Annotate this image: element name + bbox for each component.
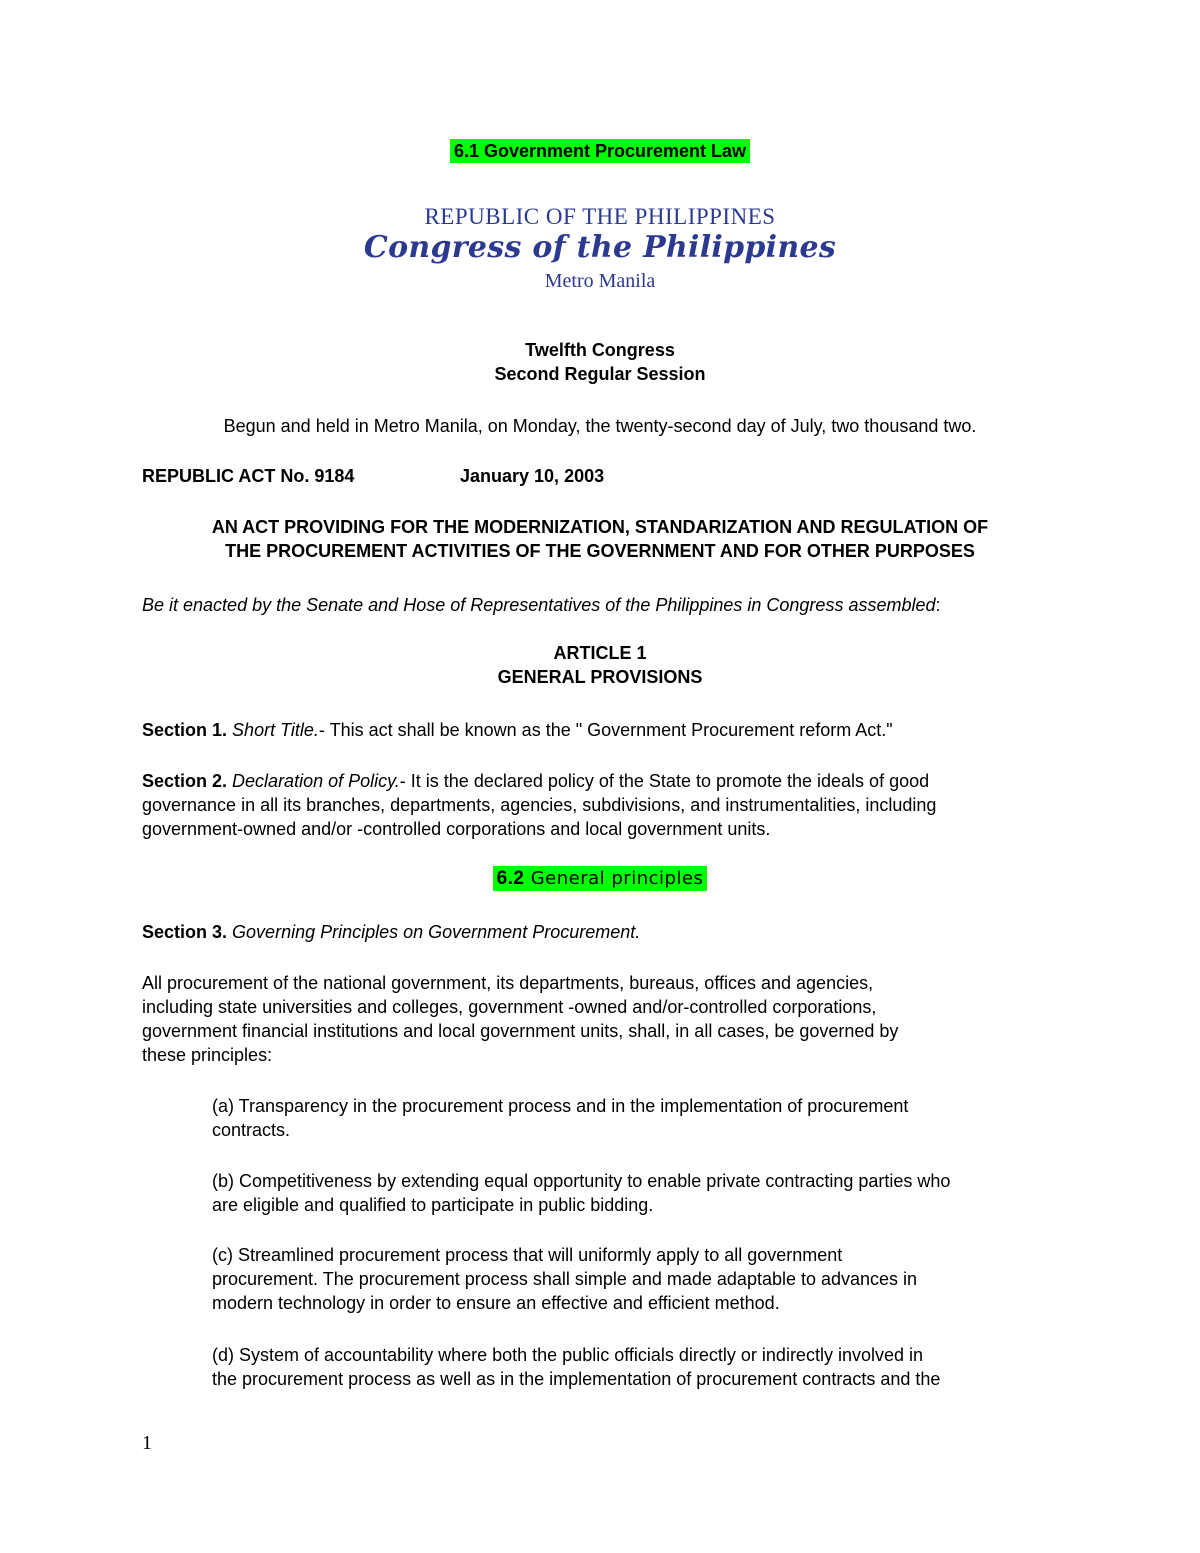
principle-line: (c) Streamlined procurement process that will uniformly apply to all government xyxy=(212,1245,843,1265)
principle-line: (d) System of accountability where both the public officials directly or indirectly involved in xyxy=(212,1345,923,1365)
section-1 xyxy=(142,718,1082,742)
article-number: ARTICLE 1 xyxy=(553,643,647,663)
section-2-line-2: governance in all its branches, departments, agencies, subdivisions, and instrumentalities, including xyxy=(142,795,937,815)
section-2-line-1 xyxy=(142,769,1082,793)
section-2-label: Section 2. xyxy=(142,771,228,791)
section-3 xyxy=(142,920,1082,944)
section-2-title: Declaration of Policy. xyxy=(232,771,400,791)
act-title-line-2: THE PROCUREMENT ACTIVITIES OF THE GOVERNMENT AND FOR OTHER PURPOSES xyxy=(225,541,975,561)
section-2 xyxy=(142,769,1082,841)
intro-line: including state universities and colleges, government -owned and/or-controlled corporations, xyxy=(142,997,877,1017)
intro-line: government financial institutions and local government units, shall, in all cases, be governed by xyxy=(142,1021,899,1041)
enacting-clause-text: Be it enacted by the Senate and Hose of Representatives of the Philippines in Congress assembled xyxy=(142,595,936,615)
section-2-line-3: government-owned and/or -controlled corporations and local government units. xyxy=(142,819,771,839)
principle-line: the procurement process as well as in the implementation of procurement contracts and the xyxy=(212,1369,941,1389)
principle-line: contracts. xyxy=(212,1120,291,1140)
highlighted-heading: 6.1 Government Procurement Law xyxy=(450,139,750,163)
principle-a xyxy=(212,1094,1082,1142)
intro-line: All procurement of the national government, its departments, bureaus, offices and agencies, xyxy=(142,973,874,993)
heading-6-2-text: General principles xyxy=(524,868,704,889)
principle-line: modern technology in order to ensure an effective and efficient method. xyxy=(212,1293,780,1313)
page-number: 1 xyxy=(142,1432,152,1454)
section-3-label: Section 3. xyxy=(142,922,228,942)
intro-paragraph xyxy=(142,971,1082,1067)
principle-line: (b) Competitiveness by extending equal opportunity to enable private contracting parties who xyxy=(212,1171,951,1191)
enacting-clause-colon: : xyxy=(935,595,941,615)
section-3-title: Governing Principles on Government Procurement. xyxy=(232,922,641,942)
principle-d xyxy=(212,1343,1082,1391)
act-number: REPUBLIC ACT No. 9184 xyxy=(142,466,355,486)
congress-label: Twelfth Congress xyxy=(525,340,675,360)
act-date: January 10, 2003 xyxy=(460,466,605,486)
highlighted-heading-6-2 xyxy=(493,866,708,891)
section-heading-6-1 xyxy=(0,141,1200,162)
section-1-text: - This act shall be known as the " Government Procurement reform Act." xyxy=(318,720,893,740)
session-label: Second Regular Session xyxy=(494,364,706,384)
principle-b xyxy=(212,1169,1082,1217)
heading-6-2-number: 6.2 xyxy=(496,868,525,889)
seal-republic: REPUBLIC OF THE PHILIPPINES xyxy=(424,204,776,229)
act-title-line-1: AN ACT PROVIDING FOR THE MODERNIZATION, STANDARIZATION AND REGULATION OF xyxy=(211,517,989,537)
seal-location: Metro Manila xyxy=(544,270,656,292)
seal-congress: Congress of the Philippines xyxy=(363,230,837,265)
principle-line: procurement. The procurement process shall simple and made adaptable to advances in xyxy=(212,1269,918,1289)
principle-c xyxy=(212,1243,1082,1315)
begun-text: Begun and held in Metro Manila, on Monday, the twenty-second day of July, two thousand two. xyxy=(223,416,977,436)
enacting-clause xyxy=(142,593,1082,617)
section-1-title: Short Title. xyxy=(232,720,319,740)
section-heading-6-2 xyxy=(0,868,1200,890)
act-number-row xyxy=(142,466,942,490)
section-2-text-start: - It is the declared policy of the State to promote the ideals of good xyxy=(399,771,930,791)
principle-line: (a) Transparency in the procurement process and in the implementation of procurement xyxy=(212,1096,909,1116)
principle-line: are eligible and qualified to participate in public bidding. xyxy=(212,1195,654,1215)
section-1-label: Section 1. xyxy=(142,720,228,740)
article-title: GENERAL PROVISIONS xyxy=(497,667,703,687)
intro-line: these principles: xyxy=(142,1045,273,1065)
